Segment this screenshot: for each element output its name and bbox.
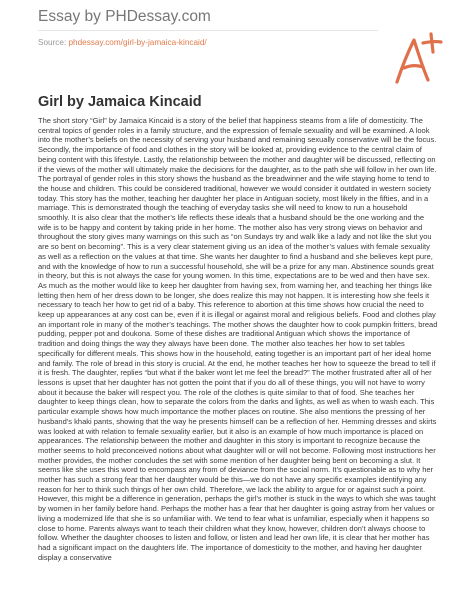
source-line <box>38 38 398 48</box>
header-divider <box>38 30 378 31</box>
a-plus-logo-svg <box>391 28 447 88</box>
essay-title: Girl by Jamaica Kincaid <box>38 94 202 110</box>
source-label: Source: <box>38 38 67 47</box>
site-title: Essay by PHDessay.com <box>38 8 211 25</box>
a-plus-logo-icon <box>391 28 447 88</box>
page-header <box>38 8 398 48</box>
essay-body-text: The short story “Girl” by Jamaica Kincaid is a story of the belief that happiness steams from a life of domesticity. The central topics of gender roles in a family structure, and the expression of female sexuality and will be examined. A look into the mother’s beliefs on the necessity of serving your husband and remaining sexually conservative will be the focus. Secondly, the importance of food and clothes in the story will be looked at, providing evidence to the central claim of being content with this lifestyle. Lastly, the relationship between the mother and daughter will be discussed, reflecting on if the views of the mother will ultimately make the decisions for the daughter, as to the path she will follow in her own life. The portrayal of gender roles in this story shows the husband as the breadwinner and the wife staying home to tend to the house and children. This could be considered traditional, however we would consider it outdated in western society today. This story has the mother, teaching her daughter her place in Antiguan society, most likely in the fifties, and in a marriage. This is demonstrated though the teaching of everyday tasks she will need to know to run a household smoothly. It is also clear that the mother’s life reflects these ideals that a husband should be the one working and the wife is to be happy and content by taking pride in her home. The mother also has very strong views on behavior and throughout the story gives many warnings on this such as “on Sundays try and walk like a lady and not like the slut you are so bent on becoming”. This is a very clear statement giving us an idea of the mother’s values with female sexuality as well as a reflection on the values at that time. She wants her daughter to find a husband and she believes kept pure, and with the knowledge of how to run a successful household, she will be a prize for any man. Abstinence sounds great in theory, but this is not always the case for young women. In this time, expectations are to be wed and then have sex. As much as the mother would like to keep her daughter from having sex, from warning her, and teaching her things like letting then hem of her dress down to be longer, she does realize this may not happen. It is interesting how she feels it necessary to teach her how to get rid of a baby. This reference to abortion at this time shows how crucial the need to keep up appearances at any cost can be, even if it is illegal or against moral and religious beliefs. Food and clothes play an important role in many of the mother’s teachings. The mother shows the daughter how to cook pumpkin fritters, bread pudding, pepper pot and doukona. Some of these dishes are traditional Antiguan which shows the importance of tradition and doing things the way they always have been done. The mother also teaches her how to set tables specifically for different meals. This shows how in the household, eating together is an important part of her ideal home and family. The role of bread in this story is crucial. At the end, he mother teaches her how to squeeze the bread to tell if it is fresh. The daughter, replies “but what if the baker wont let me feel the bread?” The mother frustrated after all of her lessons is upset that her daughter has not gotten the point that if you do all of these things, you will not have to worry about it because the baker will respect you. The role of the clothes is quite similar to that of food. She teaches her daughter to keep things clean, how to separate the colors from the darks and lights, as well as when to wash each. This particular example shows how much importance the mother places on routine. She also mentions the pressing of her husband’s khaki pants, showing that the way he presents himself can be a reflection of her. Hemming dresses and skirts was looked at with relation to female sexuality earlier, but it also is an example of how much importance is placed on appearances. The relationship between the mother and daughter in this story is important to recognize because the mother seems to hold preconceived notions about what daughter will or will not become. Following most instructions her mother provides, the mother concludes the set with some mention of her daughter being bent on becoming a slut. It seems like she uses this word to encompass any from of deviance from the social norm. It’s questionable as to why her mother has such a strong fear that her daughter would be this—we do not have any specific examples identifying any reason for her to think such things of her own child. Therefore, we lack the ability to argue for or against such a point. However, this might be a difference in generation, perhaps the girl’s mother is stuck in the ways to which she was taught by women in her family before hand. Perhaps the mother has a fear that her daughter is going astray from her values or living a modernized life that she is so unfamiliar with. We tend to fear what is unfamiliar, especially when it happens so close to home. Parents always want to teach their children what they know, however, children don’t always choose to follow. Whether the daughter chooses to listen and follow, or listen and lead her own life, it is clear that her mother has had a significant impact on the daughters life. The importance of domesticity to the mother, and having her daughter display a conservative <box>38 116 438 562</box>
source-link[interactable]: phdessay.com/girl-by-jamaica-kincaid/ <box>68 38 207 47</box>
